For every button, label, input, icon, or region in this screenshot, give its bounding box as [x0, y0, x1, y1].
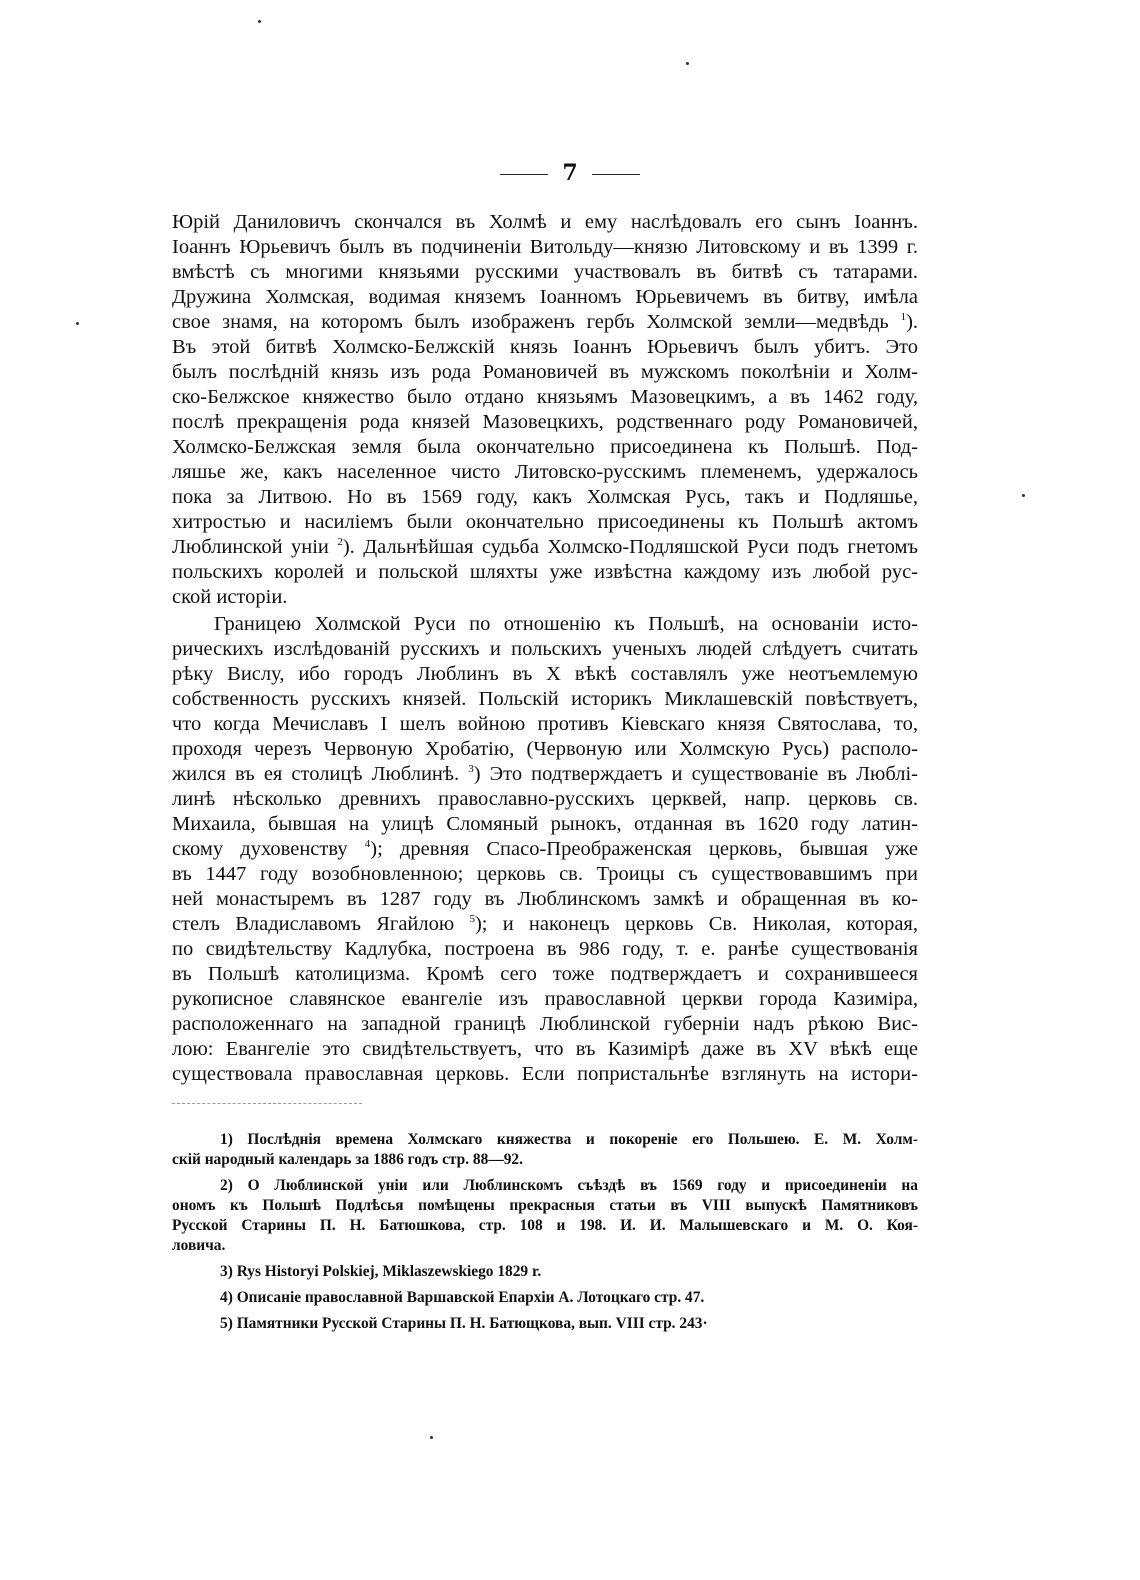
page-number	[0, 160, 1140, 186]
text-line	[172, 310, 918, 335]
text-run: ) Это подтверждаетъ и существованіе въ Люблі-	[473, 763, 918, 785]
scan-speck	[258, 20, 261, 23]
text-line: ней монастыремъ въ 1287 году въ Люблинскомъ замкѣ и обращенная въ ко-	[172, 888, 918, 910]
text-line: линѣ нѣсколько древнихъ православно-русскихъ церквей, напр. церковь св.	[172, 788, 918, 810]
text-line: Въ этой битвѣ Холмско-Белжскій князь Іоаннъ Юрьевичъ былъ убитъ. Это	[172, 336, 918, 358]
footnote-marker: 3)	[220, 1263, 233, 1280]
text-line: что когда Мечиславъ I шелъ войною противъ Кіевскаго князя Святослава, то,	[172, 713, 918, 735]
text-line	[172, 535, 918, 560]
footnote-text: О Люблинской уніи или Люблинскомъ съѣздѣ въ 1569 году и присоединеніи на	[247, 1177, 918, 1194]
footnote-line	[220, 1288, 918, 1308]
footnote-line	[220, 1262, 918, 1282]
text-line: Іоаннъ Юрьевичъ былъ въ подчиненіи Витольду—князю Литовскому и въ 1399 г.	[172, 236, 918, 258]
text-run: свое знамя, на которомъ былъ изображенъ гербъ Холмской земли—медвѣдь	[172, 311, 889, 333]
text-line: былъ послѣдній князь изъ рода Романовичей въ мужскомъ поколѣніи и Холм-	[172, 361, 918, 383]
footnote-marker: 5)	[220, 1315, 233, 1332]
text-line: Михаила, бывшая на улицѣ Сломяный рынокъ, отданная въ 1620 году латин-	[172, 813, 918, 835]
text-run: ).	[906, 311, 919, 333]
text-line: по свидѣтельству Кадлубка, построена въ 986 году, т. е. ранѣе существованія	[172, 938, 918, 960]
text-run: ). Дальнѣйшая судьба Холмско-Подляшской Руси подъ гнетомъ	[342, 536, 919, 558]
footnote-separator	[172, 1103, 362, 1104]
text-line: Холмско-Белжская земля была окончательно присоединена къ Польшѣ. Под-	[172, 436, 918, 458]
text-line	[172, 762, 918, 787]
footnote-ref: 4	[364, 838, 371, 851]
footnote-marker: 2)	[220, 1177, 233, 1194]
footnote-line: Русской Старины П. Н. Батюшкова, стр. 108 и 198. И. И. Малышевскаго и М. О. Коя-	[172, 1217, 918, 1234]
text-line: пока за Литвою. Но въ 1569 году, какъ Холмская Русь, такъ и Подляшье,	[172, 486, 918, 508]
footnote-text: Rys Historyi Polskiej, Miklaszewskiego 1829 r.	[236, 1263, 542, 1280]
text-line: ской исторіи.	[172, 586, 288, 608]
text-line	[172, 912, 918, 937]
text-line: рукописное славянское евангеліе изъ православной церкви города Казиміра,	[172, 988, 918, 1010]
footnote-line: скій народный календарь за 1886 годъ стр. 88—92.	[172, 1151, 523, 1168]
text-line: въ 1447 году возобновленною; церковь св. Троицы съ существовавшимъ при	[172, 863, 918, 885]
footnote-line	[220, 1130, 918, 1150]
footnote-text: Послѣднія времена Холмскаго княжества и покореніе его Польшею. Е. М. Холм-	[247, 1131, 918, 1148]
text-line: Дружина Холмская, водимая княземъ Іоанномъ Юрьевичемъ въ битву, имѣла	[172, 286, 918, 308]
footnote-text: Описаніе православной Варшавской Епархіи А. Лотоцкаго стр. 47.	[236, 1289, 705, 1306]
page-number-value: 7	[562, 160, 578, 186]
footnote-marker: 1)	[220, 1131, 233, 1148]
scan-speck	[686, 62, 689, 65]
text-line: въ Польшѣ католицизма. Кромѣ сего тоже подтверждаетъ и сохранившееся	[172, 963, 918, 985]
footnote-ref: 5	[469, 913, 475, 926]
text-line: хитростью и насиліемъ были окончательно присоединены къ Польшѣ актомъ	[172, 511, 918, 533]
footnote-line: ловича.	[172, 1237, 226, 1254]
text-run: Люблинской уніи	[172, 536, 329, 558]
text-line: собственность русскихъ князей. Польскій историкъ Миклашевскій повѣствуетъ,	[172, 688, 918, 710]
text-line: вмѣстѣ съ многими князьями русскими участвовалъ въ битвѣ съ татарами.	[172, 261, 918, 283]
footnote-line: ономъ къ Польшѣ Подлѣсья помѣщены прекрасныя статьи въ VIII выпускѣ Памятниковъ	[172, 1197, 918, 1214]
text-line: ляшье же, какъ населенное чисто Литовско-русскимъ племенемъ, удержалось	[172, 461, 918, 483]
scan-speck	[1022, 494, 1025, 497]
page-number-right-rule	[592, 174, 640, 175]
text-line: существовала православная церковь. Если попристальнѣе взглянуть на истори-	[172, 1063, 918, 1085]
text-line	[172, 837, 918, 862]
text-run: стелъ Владиславомъ Ягайлою	[172, 913, 455, 935]
footnote-marker: 4)	[220, 1289, 233, 1306]
text-line: рѣку Вислу, ибо городъ Люблинъ въ X вѣкѣ составлялъ уже неотъемлемую	[172, 663, 918, 685]
scan-speck	[76, 322, 79, 325]
text-run: ); и наконецъ церковь Св. Николая, которая,	[474, 913, 918, 935]
text-line: Юрій Даниловичъ скончался въ Холмѣ и ему наслѣдовалъ его сынъ Іоаннъ.	[172, 211, 918, 233]
footnote-ref: 1	[900, 311, 907, 324]
footnote-ref: 3	[468, 763, 474, 776]
text-line: лою: Евангеліе это свидѣтельствуетъ, что въ Казимірѣ даже въ XV вѣкѣ еще	[172, 1038, 918, 1060]
text-line: рическихъ изслѣдованій русскихъ и польскихъ ученыхъ людей слѣдуетъ считать	[172, 638, 918, 660]
text-line: Границею Холмской Руси по отношенію къ Польшѣ, на основаніи исто-	[214, 613, 918, 635]
text-run: жился въ ея столицѣ Люблинѣ.	[172, 763, 460, 785]
footnote-line	[220, 1314, 918, 1334]
text-line: ско-Белжское княжество было отдано князьямъ Мазовецкимъ, а въ 1462 году,	[172, 386, 918, 408]
footnote-text: Памятники Русской Старины П. Н. Батющкова, вып. VIII стр. 243·	[236, 1315, 708, 1332]
footnote-ref: 2	[337, 536, 343, 549]
text-line: послѣ прекращенія рода князей Мазовецкихъ, родственнаго роду Романовичей,	[172, 411, 918, 433]
scan-speck	[430, 1436, 433, 1439]
footnote-line	[220, 1176, 918, 1196]
text-line: проходя черезъ Червоную Хробатію, (Червоную или Холмскую Русь) располо-	[172, 738, 918, 760]
text-run: скому духовенству	[172, 838, 348, 860]
text-run: ); древняя Спасо-Преображенская церковь, бывшая уже	[370, 838, 919, 860]
text-line: расположеннаго на западной границѣ Люблинской губерніи надъ рѣкою Вис-	[172, 1013, 918, 1035]
text-line: польскихъ королей и польской шляхты уже извѣстна каждому изъ любой рус-	[172, 561, 918, 583]
page-number-left-rule	[500, 174, 548, 175]
